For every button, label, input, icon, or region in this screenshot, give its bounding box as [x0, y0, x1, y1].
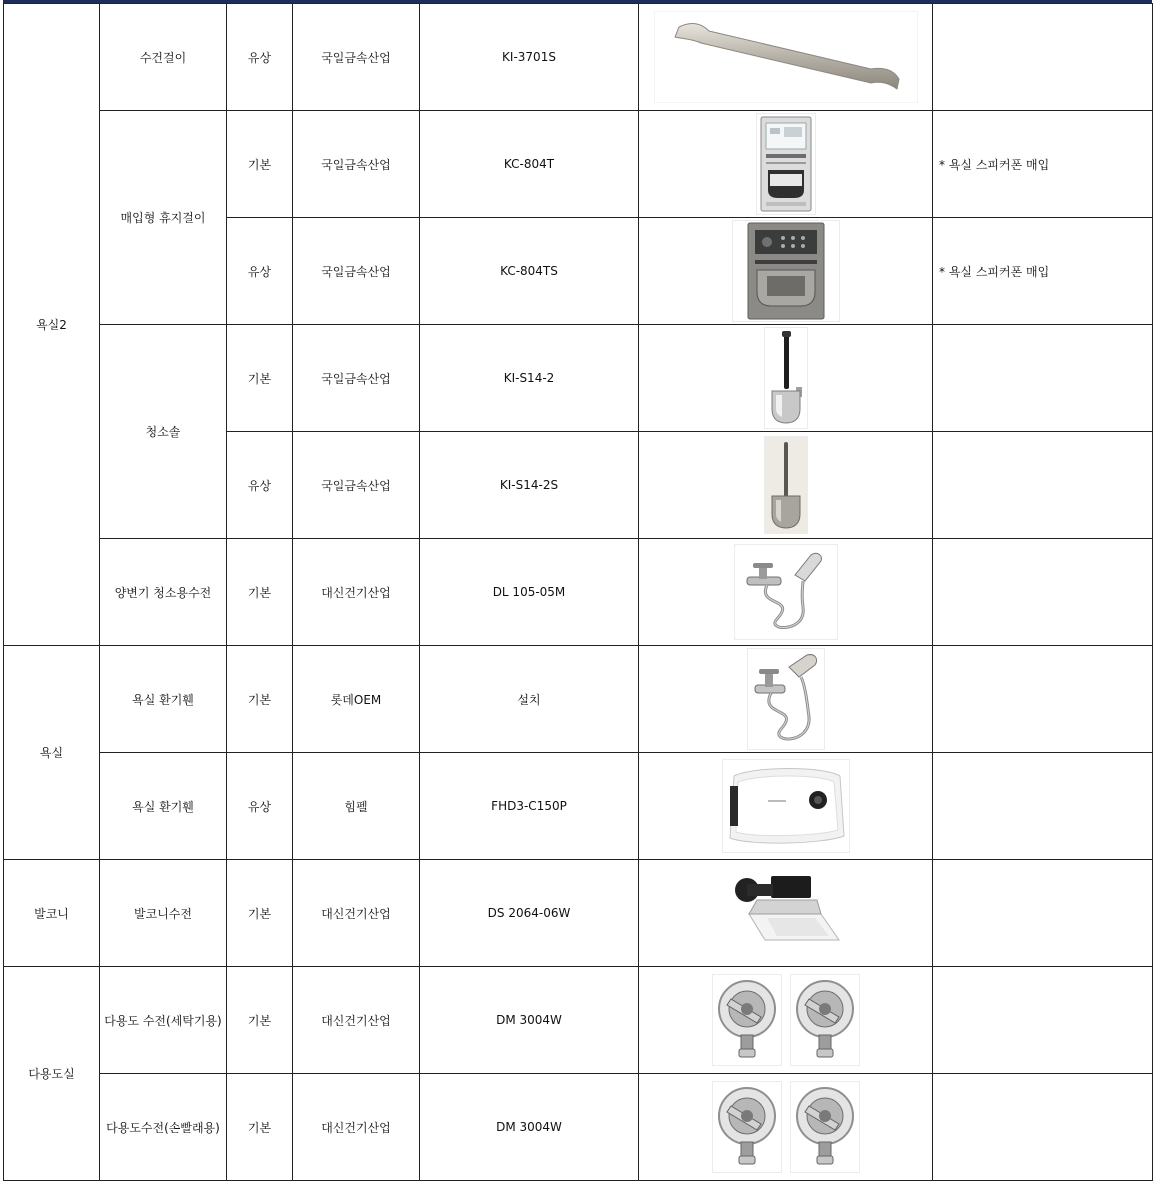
maker-cell: 대신건기산업 [293, 539, 420, 646]
remark-cell: * 욕실 스피커폰 매입 [933, 218, 1153, 325]
grade-cell: 기본 [227, 860, 293, 967]
item-cell: 청소솔 [100, 325, 227, 539]
model-cell: KI-S14-2S [420, 432, 639, 539]
item-cell: 수건걸이 [100, 4, 227, 111]
remark-cell [933, 325, 1153, 432]
product-image-cell [639, 860, 933, 967]
item-cell: 욕실 환기휀 [100, 753, 227, 860]
item-cell: 양변기 청소용수전 [100, 539, 227, 646]
product-image-cell [639, 432, 933, 539]
table-row [4, 753, 1153, 860]
washer-faucet-image [712, 1081, 782, 1173]
maker-cell: 롯데OEM [293, 646, 420, 753]
maker-cell: 국일금속산업 [293, 111, 420, 218]
product-image-cell [639, 325, 933, 432]
remark-cell [933, 1074, 1153, 1181]
washer-faucet-image [790, 1081, 860, 1173]
maker-cell: 국일금속산업 [293, 432, 420, 539]
product-image-cell [639, 646, 933, 753]
grade-cell: 기본 [227, 967, 293, 1074]
paper-holder-dark-image [732, 220, 840, 322]
grade-cell: 유상 [227, 432, 293, 539]
grade-cell: 기본 [227, 325, 293, 432]
remark-cell [933, 4, 1153, 111]
model-cell: KC-804TS [420, 218, 639, 325]
remark-cell [933, 753, 1153, 860]
towel-bar-image [654, 11, 918, 103]
model-cell: DM 3004W [420, 967, 639, 1074]
product-image-cell [639, 539, 933, 646]
model-cell: KI-3701S [420, 4, 639, 111]
maker-cell: 대신건기산업 [293, 967, 420, 1074]
model-cell: 설치 [420, 646, 639, 753]
model-cell: FHD3-C150P [420, 753, 639, 860]
item-cell: 발코니수전 [100, 860, 227, 967]
maker-cell: 국일금속산업 [293, 325, 420, 432]
model-cell: DS 2064-06W [420, 860, 639, 967]
toilet-brush-black-image [764, 327, 808, 429]
table-row [4, 4, 1153, 111]
remark-cell [933, 539, 1153, 646]
remark-cell: * 욕실 스피커폰 매입 [933, 111, 1153, 218]
ceiling-ventilation-fan-image [725, 867, 847, 959]
grade-cell: 유상 [227, 4, 293, 111]
product-image-cell [639, 218, 933, 325]
item-cell: 다용도수전(손빨래용) [100, 1074, 227, 1181]
grade-cell: 유상 [227, 753, 293, 860]
table-row [4, 1074, 1153, 1181]
bidet-spray-faucet-image [734, 544, 838, 640]
remark-cell [933, 432, 1153, 539]
maker-cell: 힘펠 [293, 753, 420, 860]
washer-faucet-image [790, 974, 860, 1066]
item-cell: 다용도 수전(세탁기용) [100, 967, 227, 1074]
model-cell: KC-804T [420, 111, 639, 218]
table-row [4, 967, 1153, 1074]
maker-cell: 대신건기산업 [293, 860, 420, 967]
table-row [4, 325, 1153, 432]
grade-cell: 기본 [227, 539, 293, 646]
maker-cell: 대신건기산업 [293, 1074, 420, 1181]
room-cell: 다용도실 [4, 967, 100, 1181]
product-image-cell [639, 111, 933, 218]
grade-cell: 유상 [227, 218, 293, 325]
product-image-cell [639, 753, 933, 860]
paper-holder-silver-image [756, 113, 816, 215]
model-cell: KI-S14-2 [420, 325, 639, 432]
product-image-cell [639, 4, 933, 111]
table-row [4, 860, 1153, 967]
washer-faucet-image [712, 974, 782, 1066]
table-row [4, 539, 1153, 646]
bidet-spray-faucet-image [747, 648, 825, 750]
table-row [4, 111, 1153, 218]
remark-cell [933, 967, 1153, 1074]
product-image-cell [639, 967, 933, 1074]
wall-ventilation-fan-image [722, 759, 850, 853]
item-cell: 매입형 휴지걸이 [100, 111, 227, 325]
grade-cell: 기본 [227, 646, 293, 753]
remark-cell [933, 860, 1153, 967]
finish-spec-table [3, 3, 1153, 1181]
grade-cell: 기본 [227, 1074, 293, 1181]
table-row [4, 646, 1153, 753]
product-image-cell [639, 1074, 933, 1181]
maker-cell: 국일금속산업 [293, 4, 420, 111]
room-cell: 욕실2 [4, 4, 100, 646]
maker-cell: 국일금속산업 [293, 218, 420, 325]
room-cell: 발코니 [4, 860, 100, 967]
room-cell: 욕실 [4, 646, 100, 860]
toilet-brush-silver-image [764, 436, 808, 534]
model-cell: DL 105-05M [420, 539, 639, 646]
remark-cell [933, 646, 1153, 753]
model-cell: DM 3004W [420, 1074, 639, 1181]
item-cell: 욕실 환기휀 [100, 646, 227, 753]
grade-cell: 기본 [227, 111, 293, 218]
